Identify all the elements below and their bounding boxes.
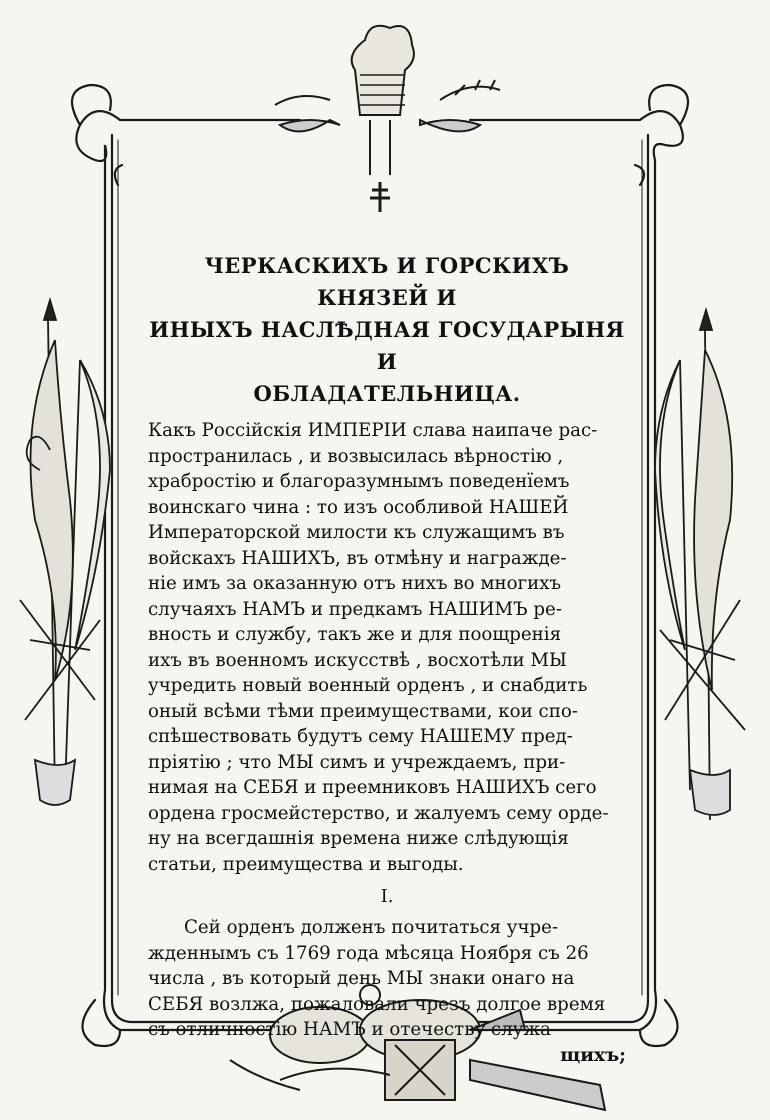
heading-line-1: ЧЕРКАСКИХЪ И ГОРСКИХЪ КНЯЗЕЙ И — [204, 253, 570, 310]
text-line: жденнымъ съ 1769 года мѣсяца Ноября съ 26 — [148, 942, 589, 964]
text-line: храбростію и благоразумнымъ поведенїемъ — [148, 471, 570, 492]
text-line: ніе имъ за оказанную отъ нихъ во многихъ — [148, 573, 562, 594]
text-line: спѣшествовать будутъ сему НАШЕМУ пред- — [148, 726, 573, 747]
text-line: числа , въ который день МЫ знаки онаго на — [148, 968, 575, 989]
right-weapons-trophy — [655, 310, 745, 820]
text-line: учредить новый военный орденъ , и снабдить — [148, 675, 588, 696]
text-line: вность и службу, такъ же и для поощренія — [148, 624, 562, 645]
text-line: СЕБЯ возлжа, пожаловали чрезъ долгое время — [148, 993, 606, 1015]
text-line: Какъ Россійскія ИМПЕРІИ слава наипаче рас- — [148, 420, 598, 441]
catchword: щихъ; — [560, 1044, 626, 1066]
text-line: нимая на СЕБЯ и преемниковъ НАШИХЪ сего — [148, 777, 597, 798]
paragraph-article-1 — [148, 915, 626, 1043]
paragraph-preamble — [148, 418, 626, 877]
heading-line-2: ИНЫХЪ НАСЛѢДНАЯ ГОСУДАРЫНЯ И — [149, 317, 625, 374]
title-heading — [148, 250, 626, 410]
text-line: пріятію ; что МЫ симъ и учреждаемъ, при- — [148, 751, 566, 773]
heading-line-3: ОБЛАДАТЕЛЬНИЦА. — [253, 381, 521, 406]
text-line: ихъ въ военномъ искусствѣ , восхотѣли МЫ — [148, 649, 567, 671]
text-line: Императорской милости къ служащимъ въ — [148, 522, 565, 543]
text-line: оный всѣми тѣми преимуществами, кои спо- — [148, 700, 578, 722]
text-line: ордена гросмейстерство, и жалуемъ сему орде- — [148, 802, 609, 824]
text-line: воинскаго чина : то изъ особливой НАШЕЙ — [148, 496, 569, 518]
text-line: случаяхъ НАМЪ и предкамъ НАШИМЪ ре- — [148, 598, 562, 620]
left-weapons-trophy — [20, 300, 110, 805]
text-line: войскахъ НАШИХЪ, въ отмѣну и награжде- — [148, 547, 567, 569]
text-line: съ отличностію НАМЪ и отечеству служа- — [148, 1019, 558, 1040]
helmet-ornament-top — [275, 26, 500, 212]
text-line: ну на всегдашнія времена ниже слѣдующія — [148, 828, 569, 849]
text-line: пространилась , и возвысилась вѣрностію , — [148, 445, 564, 467]
text-block — [148, 250, 626, 1068]
text-line: статьи, преимущества и выгоды. — [148, 853, 464, 875]
article-number: I. — [380, 886, 394, 907]
text-line: Сей орденъ долженъ почитаться учре- — [184, 917, 559, 938]
